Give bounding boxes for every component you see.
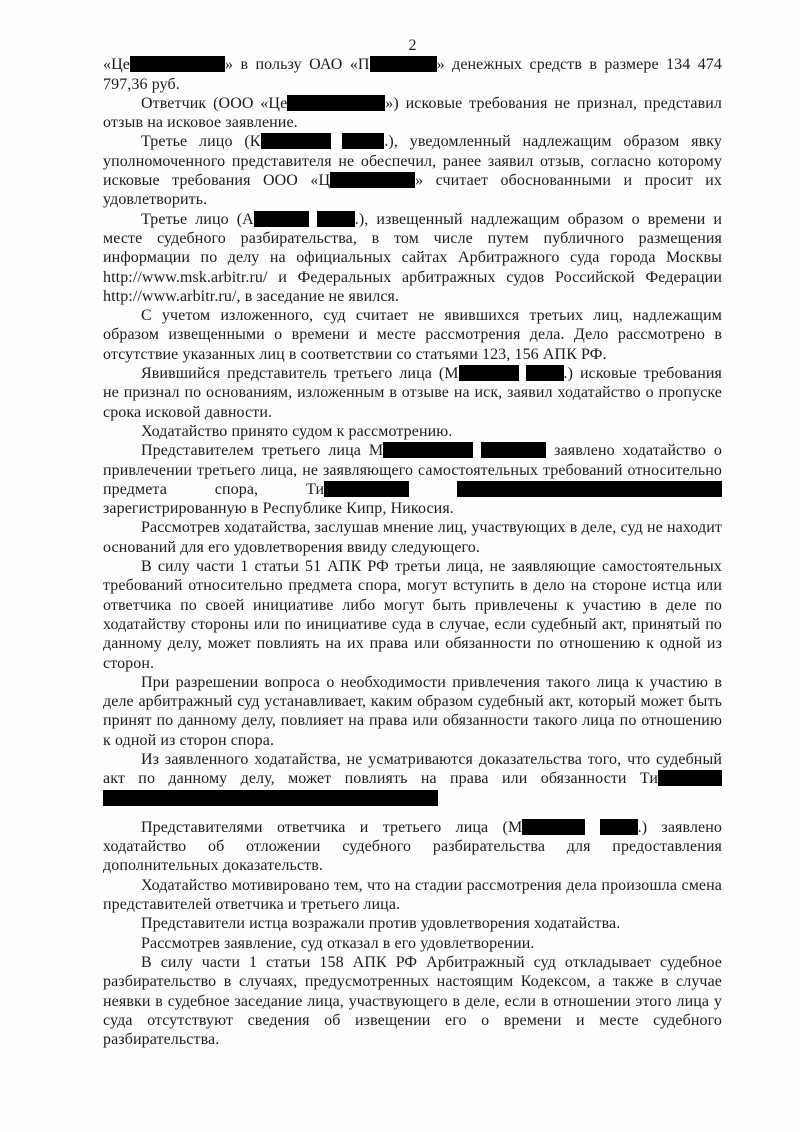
redaction-box [287, 95, 385, 111]
document-body [103, 55, 722, 1049]
paragraph: Представителем третьего лица М заявлено ходатайство о привлечении третьего лица, не заявляющего самостоятельных требований относительно предмета спора, Ти зарегистрированную в Республике Кипр, Никосия. [103, 442, 722, 518]
page-content [103, 36, 722, 1049]
redaction-box [370, 56, 437, 72]
paragraph: Третье лицо (К .), уведомленный надлежащим образом явку уполномоченного представителя не обеспечил, ранее заявил отзыв, согласно которому исковые требования ООО «Ц » считает обоснованными и просит их удовлетворить. [103, 133, 722, 209]
paragraph: С учетом изложенного, суд считает не явившихся третьих лиц, надлежащим образом извещенными о времени и месте рассмотрения дела. Дело рассмотрено в отсутствие указанных лиц в соответствии со статьями 123, 156 АПК РФ. [103, 307, 722, 363]
paragraph: Ходатайство мотивировано тем, что на стадии рассмотрения дела произошла смена представителей ответчика и третьего лица. [103, 876, 722, 914]
paragraph: Рассмотрев ходатайства, заслушав мнение лиц, участвующих в деле, суд не находит оснований для его удовлетворения ввиду следующего. [103, 519, 722, 556]
redaction-box [457, 481, 722, 497]
paragraph: В силу части 1 статьи 158 АПК РФ Арбитражный суд откладывает судебное разбирательство в случаях, предусмотренных настоящим Кодексом, а также в случае неявки в судебное заседание лица, участвующего в деле, если в отношении этого лица у суда отсутствуют сведения об извещении его о времени и месте судебного разбирательства. [103, 953, 722, 1049]
redaction-box [526, 365, 564, 381]
redaction-box [254, 211, 309, 227]
redaction-box [522, 819, 585, 835]
redaction-box [342, 133, 384, 149]
redaction-box [658, 770, 722, 786]
page-number: 2 [408, 37, 417, 54]
paragraph: Ходатайство принято судом к рассмотрению. [141, 422, 453, 440]
paragraph: Рассмотрев заявление, суд отказал в его удовлетворении. [141, 934, 535, 952]
paragraph: В силу части 1 статьи 51 АПК РФ третьи лица, не заявляющие самостоятельных требований относительно предмета спора, могут вступить в дело на стороне истца или ответчика по своей инициативе либо могут быть привлечены к участию в деле по ходатайству стороны или по инициативе суда в случае, если судебный акт, принятый по данному делу, может повлиять на их права или обязанности по отношению к одной из сторон. [103, 558, 722, 672]
redaction-box [103, 790, 438, 806]
redaction-box [130, 56, 225, 72]
paragraph: При разрешении вопроса о необходимости привлечения такого лица к участию в деле арбитражный суд устанавливает, каким образом судебный акт, который может быть принят по данному делу, повлияет на права или обязанности такого лица по отношению к одной из сторон спора. [103, 673, 722, 749]
redaction-box [481, 442, 546, 458]
redaction-box [330, 172, 415, 188]
paragraph: Представителями ответчика и третьего лица (М .) заявлено ходатайство об отложении судебного разбирательства для предоставления дополнительных доказательств. [103, 818, 722, 875]
redaction-box [383, 442, 473, 458]
paragraph: Явившийся представитель третьего лица (М .) исковые требования не признал по основаниям, изложенным в отзыве на иск, заявил ходатайство о пропуске срока исковой давности. [103, 365, 722, 421]
paragraph: Третье лицо (А .), извещенный надлежащим образом о времени и месте судебного разбирательства, в том числе путем публичного размещения информации по делу на официальных сайтах Арбитражного суда города Москвы http://www.msk.arbitr.ru/ и Федеральных арбитражных судов Российской Федерации http://www.arbitr.ru/, в заседание не явился. [103, 210, 722, 305]
redaction-box [600, 819, 638, 835]
paragraph: «Це » в пользу ОАО «П » денежных средств в размере 134 474 797,36 руб. [103, 56, 723, 93]
redaction-box [459, 365, 519, 381]
paragraph: Представители истца возражали против удовлетворения ходатайства. [141, 915, 621, 933]
redaction-box [324, 481, 409, 497]
paragraph: Из заявленного ходатайства, не усматриваются доказательства того, что судебный акт по данному делу, может повлиять на права или обязанности Ти [103, 750, 722, 808]
redaction-box [317, 211, 355, 227]
redaction-box [261, 133, 331, 149]
paragraph: Ответчик (ООО «Це ») исковые требования не признал, представил отзыв на исковое заявление. [103, 94, 722, 132]
